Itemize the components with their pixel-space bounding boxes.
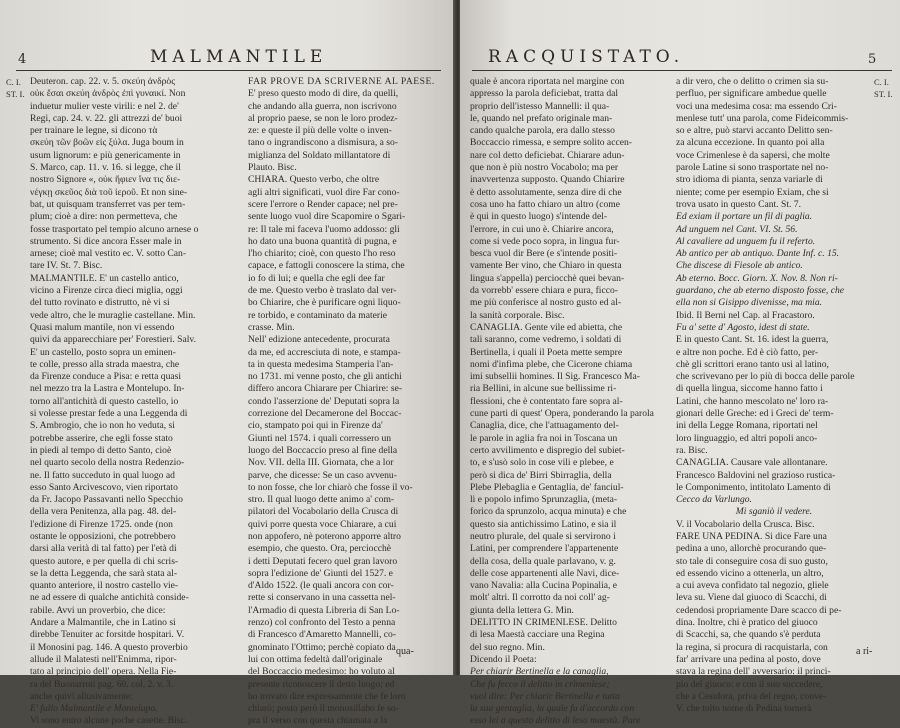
text-line: Giunti nel 1574. i quali corressero un [248, 432, 392, 444]
text-line: questo autore, e per quella di chi scris- [30, 555, 179, 567]
right-margin-note-1: C. I. [874, 77, 889, 87]
text-line: è qui in questo luogo) s'intende del- [470, 211, 608, 223]
text-line: il Monosini pag. 146. A questo proverbio [30, 641, 188, 653]
text-line: Mi sganiò il vedere. [735, 506, 813, 518]
left-head-rule [16, 70, 441, 71]
text-line: Fu a' sette d' Agosto, idest di state. [676, 321, 810, 333]
text-line: voce Crimenlese è da sapersi, che molte [676, 149, 830, 161]
text-line: esso lei a questo delitto di lesa maestà. Pare [470, 715, 641, 727]
text-line: perfluo, per significare ambedue quelle [676, 88, 827, 100]
text-line: da vorrebb' essere chiara e pura, ficco- [470, 285, 618, 297]
text-line: ra. Bisc. [676, 444, 708, 456]
text-line: za alcuna eccezione. In quanto poi alla [676, 137, 825, 149]
text-line: che andando alla guerra, non iscrivono [248, 100, 397, 112]
text-line: que non è più nostro Vocabolo; ma per [470, 162, 619, 174]
text-line: presente riconoscere il detto luogo; ed [248, 678, 395, 690]
text-line: le Componimento, intitolato Lamento di [676, 481, 831, 493]
text-line: proprio dell'istesso Mannelli: il qua- [470, 100, 610, 112]
text-line: Che discese di Fiesole ab antico. [676, 260, 803, 272]
text-line: Vi sono entro alcune poche casette. Bisc. [30, 715, 188, 727]
text-line: vicino a Firenze circa dieci miglia, oggi [30, 285, 183, 297]
text-line: S. Marco, cap. 11. v. 16. si legge, che il [30, 162, 181, 174]
text-line: stro idioma di pianta, senza variarle di [676, 174, 823, 186]
text-line: torno all'antichità di questo castello, io [30, 395, 179, 407]
text-line: E' fallo Malmantile e Montelupo. [30, 703, 158, 715]
text-line: pilatori del Vocabolario della Crusca di [248, 506, 399, 518]
text-line: Boccaccio rimessa, e sempre solito accen- [470, 137, 632, 149]
text-line: Che fu fecco il delitto in crimenlese; [470, 678, 610, 690]
text-line: forico da sprunzolo, acqua minuta) e che [470, 506, 627, 518]
text-line: della vera Penitenza, alla pag. 48. del- [30, 506, 177, 518]
text-line: l'ho chiarito; cioè, con questo l'ho reso [248, 248, 396, 260]
text-line: ed essendo vicino a ottenerla, un altro, [676, 567, 824, 579]
text-line: l'edizione di Firenze 1725. onde (non [30, 518, 173, 530]
text-line: guardano, che ab eterno disposto fosse, che [676, 285, 845, 297]
text-line: questo sia antichissimo Latino, e sia il [470, 518, 617, 530]
text-line: Dicendo il Poeta: [470, 653, 537, 665]
text-line: Al cavaliere ad unguem fu il referto. [676, 235, 816, 247]
text-line: di quella lingua, siccome hanno fatto i [676, 383, 823, 395]
text-line: di Scacchi, sa, che quando s'è perduta [676, 629, 821, 641]
text-line: σκεύη τῶν βοῶν εἰς ξύλα. Juga boum in [30, 137, 184, 149]
text-line: le parole in aglia fra noi in Toscana un [470, 432, 618, 444]
text-line: strumento. Si dice ancora Esser male in [30, 235, 182, 247]
text-line: rabile. Avvi un proverbio, che dice: [30, 604, 166, 616]
text-line: ostante le opposizioni, che potrebbero [30, 530, 176, 542]
right-column-1 [470, 76, 672, 728]
text-line: tali saranno, come vedremo, i soldati di [470, 334, 622, 346]
text-line: parve, che dicesse: Se un caso avvenu- [248, 469, 397, 481]
text-line: di lesa Maestà cacciare una Regina [470, 629, 605, 641]
text-line: FAR PROVE DA SCRIVERNE AL PAESE. [248, 76, 435, 87]
text-line: ho dato una buona quantità di pugna, e [248, 235, 397, 247]
text-line: de me. Questo verbo è traslato dal ver- [248, 285, 397, 297]
text-line: V. il Vocabolario della Crusca. Bisc. [676, 518, 815, 530]
text-line: è detto assolutamente, senza dire di che [470, 186, 622, 198]
text-line: se la detta Leggenda, che sarà stata al- [30, 567, 178, 579]
text-line: dina. Inoltre, chi è pratico del giuoco [676, 617, 818, 629]
text-line: far' arrivare una pedina al posto, dove [676, 653, 821, 665]
text-line: correzione del Decamerone del Boccac- [248, 408, 402, 420]
text-line: V. che tolto nome di Pedina tornerà [676, 703, 812, 715]
text-line: del suo regno. Min. [470, 641, 545, 653]
text-line: re: Il tale mi faceva l'uomo addosso: gli [248, 223, 400, 235]
text-line: Ed exiam il portare un fil di paglia. [676, 211, 813, 223]
text-line: MALMANTILE. E' un castello antico, [30, 272, 179, 284]
text-line: quanto anteriore, il nostro castello vie- [30, 580, 179, 592]
text-line: CANAGLIA. Causare vale allontanare. [676, 457, 828, 469]
text-line: sto tale di conseguire cosa di suo gusto, [676, 555, 828, 567]
text-line: per trainare le legne, si dicono τὰ [30, 125, 158, 137]
text-line: luogo del Boccaccio preso al fine della [248, 444, 398, 456]
text-line: E' preso questo modo di dire, da quelli, [248, 88, 399, 100]
text-line: quivi da apparecchiare per' Forestieri. Salv. [30, 334, 196, 346]
text-line: pio del giuoco: e con il suo succedere, [676, 678, 823, 690]
text-line: differo ancora Chiarare per Chiarire: se- [248, 383, 403, 395]
text-line: vamente Ber vino, che Chiaro in questa [470, 260, 622, 272]
text-line: fosse trasportato pel tempio alcuno arnese o [30, 223, 199, 235]
text-line: FARE UNA PEDINA. Si dice Fare una [676, 530, 827, 542]
text-line: pedina a uno, allorchè procurando que- [676, 543, 827, 555]
text-line: delle cose appartenenti alle Navi, dice- [470, 567, 620, 579]
text-line: la sua gentaglia, la quale fu d'accordo con [470, 703, 635, 715]
text-line: la regina, si procura di racquistarla, con [676, 641, 828, 653]
text-line: chè gli scrittori erano tanto usi al latino, [676, 358, 829, 370]
text-line: vede altro, che le muraglie castellane. Min. [30, 309, 196, 321]
text-line: che a Cesidora, priva del regno, conve- [676, 690, 827, 702]
left-margin-note-2: ST. I. [6, 89, 25, 99]
text-line: nel quarto secolo della nostra Redenzio- [30, 457, 185, 469]
text-line: parole Latine si sono trasportate nel no- [676, 162, 829, 174]
text-line: Regi, cap. 24. v. 22. gli attrezzi de' buoi [30, 112, 183, 124]
text-line: Quasi malum mantile, non vi essendo [30, 321, 175, 333]
text-line: Ab eterno. Bocc. Giorn. X. Nov. 8. Non ri- [676, 272, 838, 284]
text-line: menlese tutt' una parola, come Fideicommis- [676, 112, 849, 124]
text-line: cune parti di quest' Opera, ponderando la parola [470, 408, 654, 420]
text-line: le, quando nel prefato originale man- [470, 112, 613, 124]
text-line: cosa uno ha fatto chiaro un altro (come [470, 198, 620, 210]
text-line: renzo) col confronto del Testo a penna [248, 617, 396, 629]
right-page [460, 0, 900, 727]
text-line: gnominato l'Ottimo; perchè copiato da [248, 641, 396, 653]
text-line: al proprio paese, se non le loro prodez- [248, 112, 398, 124]
text-line: stava la regina dell' avversario: il princi- [676, 666, 831, 678]
text-line: induetur mulier veste virili: e nel 2. de' [30, 100, 179, 112]
text-line: Plauto. Bisc. [248, 162, 297, 174]
text-line: ze: e queste il più delle volte o inven- [248, 125, 392, 137]
text-line: rette si conservano in una cassetta nel- [248, 592, 396, 604]
text-line: inavvertenza supposto. Quando Chiarire [470, 174, 625, 186]
text-line: miglianza del Soldato millantatore di [248, 149, 391, 161]
text-line: usum lignorum: e più genericamente in [30, 149, 181, 161]
text-line: tano o ingrandiscono a dismisura, a so- [248, 137, 399, 149]
text-line: loro linguaggio, ed altri popoli anco- [676, 432, 818, 444]
text-line: del tutto rovinato e distrutto, nè vi si [30, 297, 170, 309]
text-line: CANAGLIA. Gente vile ed abietta, che [470, 321, 623, 333]
text-line: della cosa, della quale parlavano, v. g. [470, 555, 616, 567]
right-running-head: RACQUISTATO. [488, 47, 685, 67]
text-line: quivi porre questa voce Chiarare, a cui [248, 518, 397, 530]
text-line: Canaglia, dice, che l'attuagamento del- [470, 420, 619, 432]
text-line: esso Santo Arcivescovo, vien riportato [30, 481, 178, 493]
right-catchword: a ri- [856, 646, 873, 657]
text-line: CHIARA. Questo verbo, che oltre [248, 174, 380, 186]
text-line: esempio, che questo. Ora, perciocchè [248, 543, 392, 555]
text-line: l'errore, in cui uno è. Chiarire ancora, [470, 223, 614, 235]
text-line: e altre non poche. Ed è ciò fatto, per- [676, 346, 819, 358]
right-column-2 [676, 76, 872, 715]
text-line: Ad unguem nel Cant. VI. St. 56. [676, 223, 798, 235]
text-line: da me, ed accresciuta di note, e stampa- [248, 346, 401, 358]
text-line: sente luogo vuol dire Scapomire o Sgari- [248, 211, 406, 223]
text-line: besca vuol dir Bere (e s'intende positi- [470, 248, 618, 260]
left-running-head: MALMANTILE [150, 47, 328, 67]
text-line: io fo di lui; e quella che egli dee far [248, 272, 385, 284]
text-line: plum; cioè a dire: non permetteva, che [30, 211, 178, 223]
text-line: da Fr. Jacopo Passavanti nello Specchio [30, 494, 183, 506]
text-line: agli altri significati, vuol dire Far cono- [248, 186, 400, 198]
text-line: to, e s'usò solo in cose vili e plebee, e [470, 457, 614, 469]
text-line: ini della Legge Romana, riportati nel [676, 420, 818, 432]
text-line: Latini, che hanno mescolato ne' loro ra- [676, 395, 829, 407]
text-line: E' un castello, posto sopra un eminen- [30, 346, 176, 358]
text-line: ho trovato dire espressamente che fe loro [248, 690, 406, 702]
right-margin-note-2: ST. I. [874, 89, 893, 99]
text-line: niente; come per esempio Exiam, che si [676, 186, 829, 198]
right-page-number: 5 [868, 52, 877, 67]
text-line: imi subsellii homines. Il Sig. Francesco Ma- [470, 371, 641, 383]
text-line: stro. Il qual luogo dette animo a' com- [248, 494, 395, 506]
text-line: quale è ancora riportata nel margine con [470, 76, 625, 87]
text-line: οὐκ ἔσαι σκεύη ἀνδρὸς ἐπὶ γυναικί. Non [30, 88, 186, 100]
text-line: i detti Deputati fecero quel gran lavoro [248, 555, 398, 567]
text-line: anche quivi allusivamente: [30, 690, 133, 702]
text-line: trova usato in questo Cant. St. 7. [676, 198, 801, 210]
text-line: ne. Il fatto succeduto in qual luogo ad [30, 469, 175, 481]
text-line: l'Armadio di questa Libreria di San Lo- [248, 604, 400, 616]
text-line: appresso la parola deficiebat, tratta dal [470, 88, 619, 100]
text-line: ta in questa medesima Stamperia l'an- [248, 358, 394, 370]
text-line: d'Aldo 1522. (le quali ancora con cor- [248, 580, 394, 592]
text-line: neutro plurale, del quale si servirono i [470, 530, 616, 542]
text-line: Francesco Baldovini nel grazioso rustica- [676, 469, 836, 481]
text-line: come si vede poco sopra, in lingua fur- [470, 235, 620, 247]
text-line: sopra l'edizione de' Giunti del 1527. e [248, 567, 393, 579]
text-line: ne ad essere di qualche antichità conside- [30, 592, 189, 604]
text-line: νέγκῃ σκεῦος διὰ τοῦ ἱεροῦ. Et non sine- [30, 186, 188, 198]
text-line: a cui aveva confidato tal negozio, gliele [676, 580, 829, 592]
text-line: che scrivevano per lo più di bocca delle parole [676, 371, 855, 383]
text-line: cando qualche parola, era dallo stesso [470, 125, 615, 137]
text-line: vuol dire: Per chiarir Bertinella e tutta [470, 690, 620, 702]
text-line: tato al principio dell' opera. Nella Fie- [30, 666, 177, 678]
text-line: Plebe Plebaglia e Gentaglia, de' fanciul- [470, 481, 624, 493]
text-line: S. Ambrogio, che io non ho veduta, si [30, 420, 175, 432]
text-line: giunta della lettera G. Min. [470, 604, 574, 616]
text-line: nomi d'infima plebe, che Cicerone chiama [470, 358, 633, 370]
text-line: chiarò; posto però il monosillabo fe so- [248, 703, 399, 715]
text-line: ria Bellini, in alcune sue bellissime ri- [470, 383, 617, 395]
text-line: gionari delle Greche: ed i Greci de' term- [676, 408, 834, 420]
text-line: Ab antico per ab antiquo. Dante Inf. c. 15. [676, 248, 840, 260]
text-line: potrebbe asserire, che egli fosse stato [30, 432, 173, 444]
left-column-1 [30, 76, 244, 728]
text-line: Latini, per comprendere l'appartenente [470, 543, 619, 555]
text-line: darsi alla verità di tal fatto) per l'età di [30, 543, 177, 555]
text-line: nel mezzo tra la Lastra e Montelupo. In- [30, 383, 185, 395]
text-line: di Francesco d'Amaretto Mannelli, co- [248, 629, 396, 641]
text-line: a dir vero, che o delitto o crimen sia su- [676, 76, 829, 87]
text-line: flessioni, che è contentato fare sopra al- [470, 395, 623, 407]
text-line: lingua s'appella) perciocchè quei bevan- [470, 272, 625, 284]
text-line: crasse. Min. [248, 321, 295, 333]
text-line: bo Chiarire, che è purificare ogni liquo- [248, 297, 401, 309]
text-line: Andare a Malmantile, che in Latino si [30, 617, 176, 629]
text-line: ella non si Gisippo divenisse, ma mia. [676, 297, 823, 309]
text-line: li e popolo infimo Sprunzaglia, (meta- [470, 494, 618, 506]
text-line: E in questo Cant. St. 16. idest la guerra, [676, 334, 829, 346]
text-line: capace, e fattogli conoscere la stima, che [248, 260, 405, 272]
text-line: me più conferisce al nostro gusto ed al- [470, 297, 622, 309]
text-line: bat, ut quisquam transferret vas per tem- [30, 198, 186, 210]
text-line: da Firenze conduce a Pisa: e retta quasi [30, 371, 182, 383]
left-margin-note-1: C. I. [6, 77, 21, 87]
text-line: so e altre, può starvi accanto Delitto sen- [676, 125, 833, 137]
text-line: in piedi al tempo di detto Santo, cioè [30, 444, 172, 456]
text-line: Per chiarir Bertinella e la canaglia, [470, 666, 609, 678]
text-line: lui con ottima fedeltà dall'originale [248, 653, 383, 665]
text-line: tare IV. St. 7. Bisc. [30, 260, 103, 272]
text-line: te colle, presso alla strada maestra, che [30, 358, 180, 370]
right-head-rule [472, 70, 892, 71]
text-line: no 1731. mi venne posto, che gli antichi [248, 371, 402, 383]
text-line: pra il verso con questa chiamata a la [248, 715, 388, 727]
text-line: allude il Malatesti nell'Enimma, ripor- [30, 653, 177, 665]
text-line: Cecco da Varlungo. [676, 494, 752, 506]
text-line: to non fosse, che lor chiarò che fosse il vo- [248, 481, 413, 493]
text-line: non appofero, nè poterono apporre altro [248, 530, 401, 542]
text-line: si volesse prestar fede a una Leggenda di [30, 408, 188, 420]
text-line: DELITTO IN CRIMENLESE. Delitto [470, 617, 617, 629]
text-line: Nov. VII. della III. Giornata, che a lor [248, 457, 394, 469]
text-line: vano Navalia: alla Cucina Popinalia, e [470, 580, 618, 592]
text-line: cedendosi propriamente Dare scacco di pe- [676, 604, 842, 616]
text-line: molt' altri. Il corrotto da noi coll' ag- [470, 592, 610, 604]
text-line: ra del Buonarroti pag. 60. col. 2. v. 3. [30, 678, 174, 690]
text-line: Deuteron. cap. 22. v. 5. σκεύη ἀνδρὸς [30, 76, 176, 87]
text-line: certo avvilimento e dispregio del subiet- [470, 444, 625, 456]
text-line: cio, stampato poi qui in Firenze da' [248, 420, 383, 432]
left-page-number: 4 [18, 52, 27, 67]
text-line: nostro Signore «, οὐκ ἤφιεν ἵνα τις διε- [30, 174, 181, 186]
text-line: arnese; cioè mal vestito ec. V. sotto Can- [30, 248, 187, 260]
text-line: la sanità corporale. Bisc. [470, 309, 565, 321]
text-line: voci una medesima cosa: ma essendo Cri- [676, 100, 837, 112]
text-line: scere l'errore o Render capace; nel pre- [248, 198, 398, 210]
text-line: però si dica de' Birri Sbirraglia, della [470, 469, 612, 481]
text-line: Bertinella, i quali il Poeta mette sempre [470, 346, 623, 358]
left-column-2 [248, 76, 446, 728]
text-line: re torbido, e contaminato da materie [248, 309, 388, 321]
text-line: condo l'asserzione de' Deputati sopra la [248, 395, 400, 407]
text-line: leva su. Viene dal giuoco di Scacchi, di [676, 592, 827, 604]
text-line: direbbe Tenuiter ac forsitde hospitari. V. [30, 629, 185, 641]
text-line: Ibid. Il Berni nel Cap. al Fracastoro. [676, 309, 815, 321]
text-line: Nell' edizione antecedente, procurata [248, 334, 390, 346]
text-line: del Boccaccio medesimo: ho voluto al [248, 666, 395, 678]
text-line: nare col detto deficiebat. Chiarare adun- [470, 149, 625, 161]
left-catchword: qua- [396, 646, 414, 657]
